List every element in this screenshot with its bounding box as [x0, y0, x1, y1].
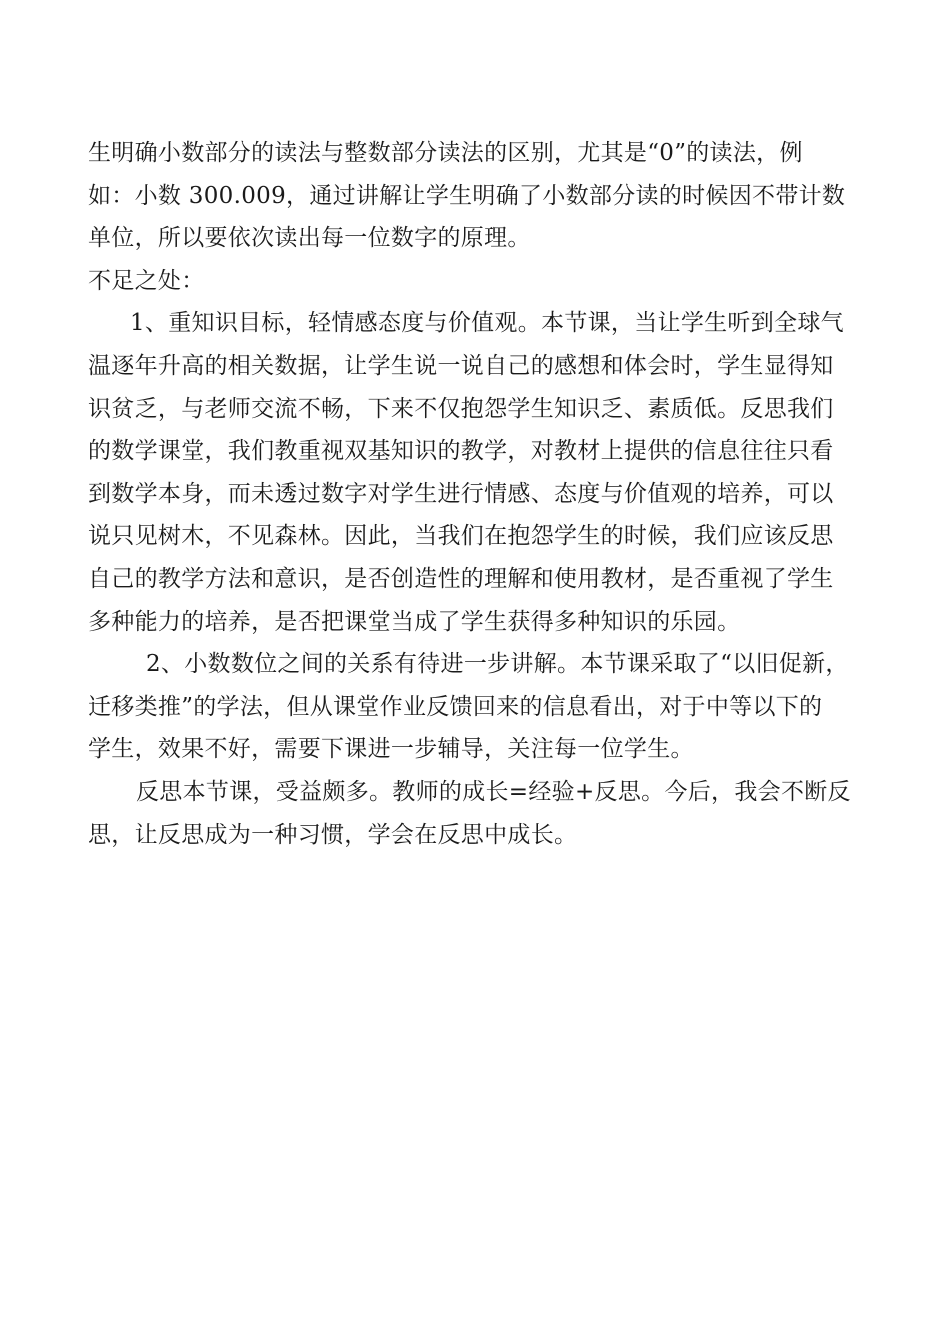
document-body — [88, 132, 878, 856]
text-line: 温逐年升高的相关数据，让学生说一说自己的感想和体会时，学生显得知 — [88, 352, 834, 379]
text-line: 的数学课堂，我们教重视双基知识的教学，对教材上提供的信息往往只看 — [88, 438, 834, 465]
text-line: 1、重知识目标，轻情感态度与价值观。本节课，当让学生听到全球气 — [130, 310, 844, 337]
text-line: 自己的教学方法和意识，是否创造性的理解和使用教材，是否重视了学生 — [88, 565, 834, 592]
text-line: 生明确小数部分的读法与整数部分读法的区别，尤其是“0”的读法，例 — [88, 140, 803, 166]
text-line: 识贫乏，与老师交流不畅，下来不仅抱怨学生知识乏、素质低。反思我们 — [88, 395, 834, 422]
text-line: 反思本节课，受益颇多。教师的成长=经验+反思。今后，我会不断反 — [136, 778, 851, 805]
text-line: 2、小数数位之间的关系有待进一步讲解。本节课采取了“以旧促新， — [146, 651, 849, 678]
text-line: 单位，所以要依次读出每一位数字的原理。 — [88, 225, 531, 252]
text-line: 迁移类推”的学法，但从课堂作业反馈回来的信息看出，对于中等以下的 — [88, 693, 823, 720]
text-line: 到数学本身，而未透过数字对学生进行情感、态度与价值观的培养，可以 — [88, 480, 834, 507]
text-line: 如：小数 300.009，通过讲解让学生明确了小数部分读的时候因不带计数 — [88, 182, 846, 209]
section-heading: 不足之处： — [88, 267, 205, 294]
text-line: 学生，效果不好，需要下课进一步辅导，关注每一位学生。 — [88, 736, 694, 763]
text-line: 说只见树木，不见森林。因此，当我们在抱怨学生的时候，我们应该反思 — [88, 523, 834, 550]
text-line: 思，让反思成为一种习惯，学会在反思中成长。 — [88, 821, 578, 848]
text-line: 多种能力的培养，是否把课堂当成了学生获得多种知识的乐园。 — [88, 608, 741, 635]
